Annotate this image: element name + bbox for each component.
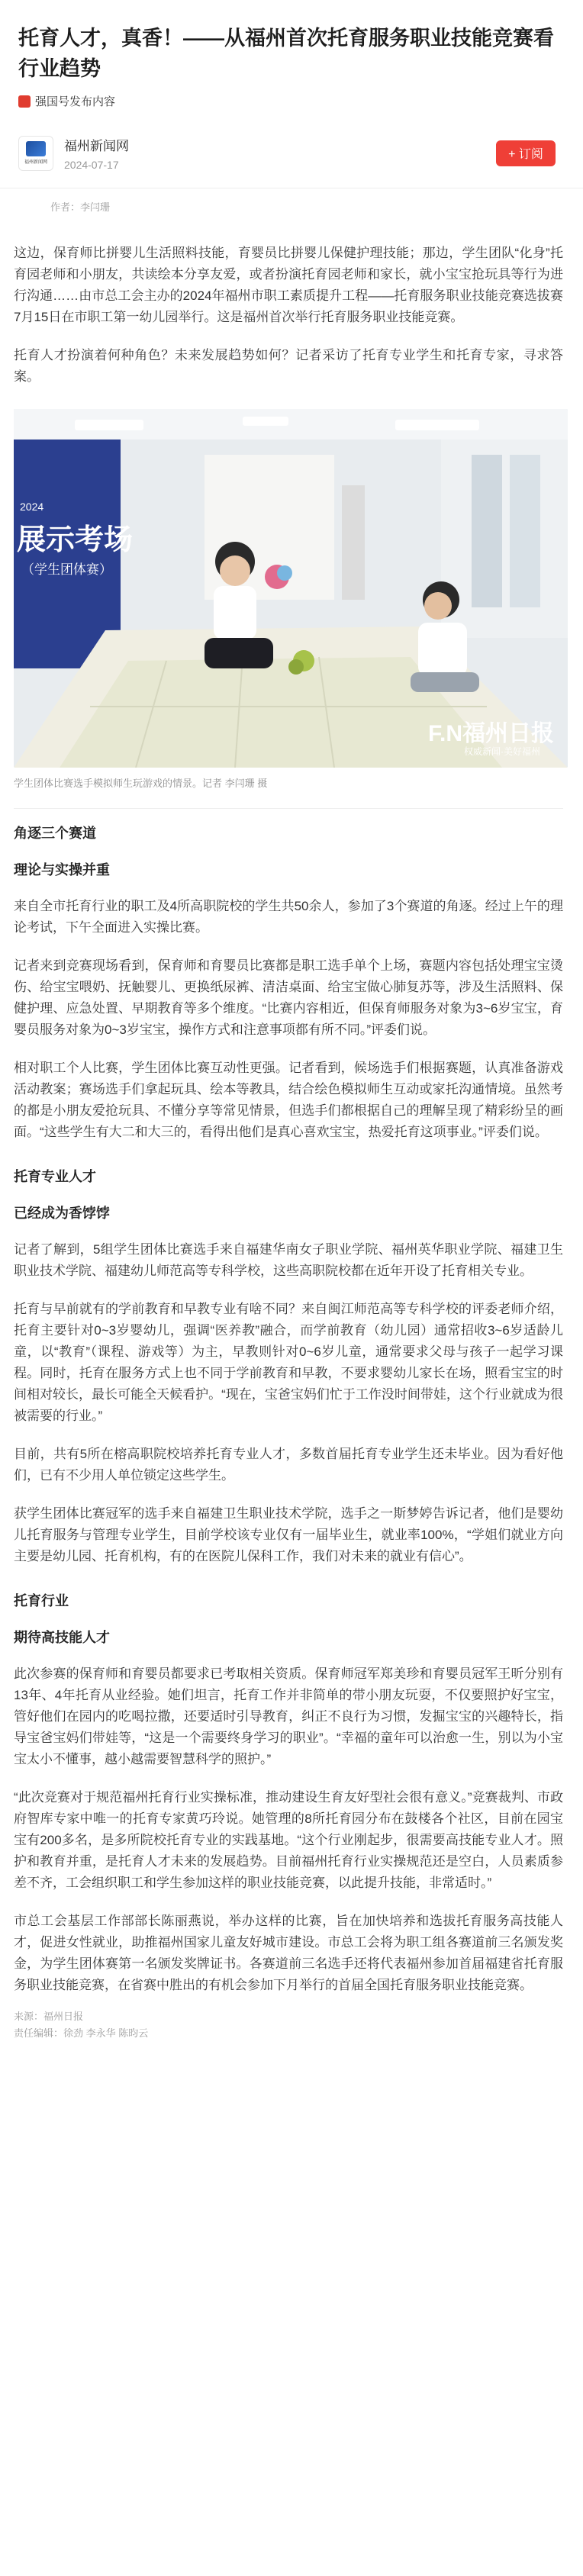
footer-editor: 责任编辑：徐劲 李永华 陈昀云 — [14, 2027, 149, 2039]
section-heading: 托育行业 — [14, 1593, 69, 1608]
article-title: 托育人才，真香！——从福州首次托育服务职业技能竞赛看行业趋势 — [18, 27, 554, 80]
section-subheading: 已经成为香饽饽 — [14, 1206, 110, 1221]
intro-paragraph: 这边，保育师比拼婴儿生活照料技能，育婴员比拼婴儿保健护理技能；那边，学生团队“化身”托育园老师和小朋友，共读绘本分享友爱，或者扮演托育园老师和家长，就小宝宝抢玩具等行为进行沟通……由市总工会主办的2024年福州市职工素质提升工程——托育服务职业技能竞赛选拔赛7月15日在市职工第一幼儿园举行。这是福州首次举行托育服务职业技能竞赛。 — [14, 246, 563, 324]
body-paragraph: 记者了解到，5组学生团体比赛选手来自福建华南女子职业学院、福州英华职业学院、福建卫生职业技术学院、福建幼儿师范高等专科学校，这些高职院校都在近年开设了托育相关专业。 — [14, 1242, 563, 1278]
author-line: 作者：李闫珊 — [50, 201, 111, 213]
body-paragraph: 记者来到竞赛现场看到，保育师和育婴员比赛都是职工选手单个上场，赛题内容包括处理宝宝烫伤、给宝宝喂奶、抚触婴儿、更换纸尿裤、清洁桌面、给宝宝做心肺复苏等，涉及生活照料、保健护理、应急处置、早期教育等多个维度。“比赛内容相近，但保育师服务对象为3~6岁宝宝，育婴员服务对象为0~3岁宝宝，操作方式和注意事项都有所不同。”评委们说。 — [14, 958, 563, 1037]
publish-date: 2024-07-17 — [64, 159, 119, 171]
account-info[interactable] — [18, 135, 129, 171]
intro-paragraph: 托育人才扮演着何种角色？未来发展趋势如何？记者采访了托育专业学生和托育专家，寻求答案。 — [14, 348, 563, 384]
article-header — [0, 0, 583, 171]
account-bar — [18, 135, 556, 171]
watermark-logo: F.N福州日报 — [428, 721, 554, 746]
source-tag[interactable] — [18, 93, 556, 109]
photo-caption: 学生团体比赛选手模拟师生玩游戏的情景。记者 李闫珊 摄 — [14, 778, 268, 789]
article-footer — [14, 2008, 563, 2042]
body-paragraph: 托育与早前就有的学前教育和早教专业有啥不同？来自闽江师范高等专科学校的评委老师介绍，托育主要针对0~3岁婴幼儿，强调“医养教”融合，而学前教育（幼儿园）通常招收3~6岁适龄儿童，以“教育”（课程、游戏等）为主，早教则针对0~6岁儿童，通常要求父母与孩子一起学习课程。同时，托育在服务方式上也不同于学前教育和早教，不要求婴幼儿家长在场，照看宝宝的时间相对较长，最长可能全天候看护。“现在，宝爸宝妈们忙于工作没时间带娃，这个行业就成为很被需要的行业。” — [14, 1302, 563, 1423]
account-name[interactable]: 福州新闻网 — [64, 139, 129, 153]
body-paragraph: “此次竞赛对于规范福州托育行业实操标准，推动建设生育友好型社会很有意义。”竞赛裁判、市政府智库专家中唯一的托育专家黄巧玲说。她管理的8所托育园分布在鼓楼各个社区，目前在园宝宝有200多名，是多所院校托育专业的实践基地。“这个行业刚起步，很需要高技能专业人才。照护和教育并重，是托育人才未来的发展趋势。目前福州托育行业实操规范还是空白，人员素质参差不齐，工会组织职工和学生参加这样的职业技能竞赛，以此提升技能，非常适时。” — [14, 1790, 563, 1890]
body-paragraph: 市总工会基层工作部部长陈丽燕说，举办这样的比赛，旨在加快培养和选拔托育服务高技能人才，促进女性就业，助推福州国家儿童友好城市建设。市总工会将为职工组各赛道前三名颁发奖金，为学生团体赛第一名颁发奖牌证书。各赛道前三名选手还将代表福州参加首届福建省托育服务职业技能竞赛，在省赛中胜出的有机会参加下月举行的首届全国托育服务职业技能竞赛。 — [14, 1914, 563, 1992]
sign-subtext: （学生团体赛） — [21, 562, 112, 577]
avatar-caption: 福州新闻网 — [24, 160, 47, 165]
body-paragraph: 此次参赛的保育师和育婴员都要求已考取相关资质。保育师冠军郑美珍和育婴员冠军王昕分别有13年、4年托育从业经验。她们坦言，托育工作并非简单的带小朋友玩耍，不仅要照护好宝宝，管好他们在园内的吃喝拉撒，还要适时引导教育，纠正不良行为习惯，发掘宝宝的兴趣特长，指导宝爸宝妈们带娃等，“这是一个需要终身学习的职业”。“幸福的童年可以治愈一生，别以为小宝宝太小不懂事，越小越需要智慧科学的照护。” — [14, 1666, 563, 1766]
body-paragraph: 相对职工个人比赛，学生团体比赛互动性更强。记者看到，候场选手们根据赛题，认真准备游戏活动教案；赛场选手们拿起玩具、绘本等教具，结合绘色模拟师生互动或家托沟通情境。虽然考的都是小朋友爱抢玩具、不懂分享等常见情景，但选手们都根据自己的理解呈现了精彩纷呈的画面。“这些学生有大二和大三的，看得出他们是真心喜欢宝宝，热爱托育这项事业。”评委们说。 — [14, 1061, 563, 1139]
source-tag-label: 强国号发布内容 — [35, 95, 116, 108]
watermark-slogan: 权威新闻·美好福州 — [464, 746, 540, 757]
section-subheading: 期待高技能人才 — [14, 1630, 110, 1645]
body-paragraph: 来自全市托育行业的职工及4所高职院校的学生共50余人，参加了3个赛道的角逐。经过上午的理论考试，下午全面进入实操比赛。 — [14, 899, 563, 935]
section-subheading: 理论与实操并重 — [14, 862, 110, 877]
sign-text: 展示考场 — [17, 524, 134, 556]
section-heading: 角逐三个赛道 — [14, 826, 96, 841]
section-divider — [14, 808, 563, 809]
sign-year: 2024 — [20, 501, 44, 513]
account-text — [64, 135, 129, 171]
footer-source: 来源：福州日报 — [14, 2011, 84, 2022]
article-photo[interactable] — [14, 409, 568, 768]
body-paragraph: 获学生团体比赛冠军的选手来自福建卫生职业技术学院，选手之一斯梦婷告诉记者，他们是婴幼儿托育服务与管理专业学生，目前学校该专业仅有一届毕业生，就业率100%，“学姐们就业方向主要是幼儿园、托育机构，有的在医院儿保科工作，我们对未来的就业有信心”。 — [14, 1506, 563, 1563]
xuexi-logo-icon — [18, 95, 31, 108]
fzn-logo-icon — [26, 141, 46, 156]
body-paragraph: 目前，共有5所在榕高职院校培养托育专业人才，多数首届托育专业学生还未毕业。因为看好他们，已有不少用人单位锁定这些学生。 — [14, 1447, 563, 1483]
subscribe-button[interactable]: + 订阅 — [496, 140, 556, 166]
section-heading: 托育专业人才 — [14, 1169, 96, 1184]
avatar[interactable] — [18, 136, 53, 171]
article-body — [0, 243, 583, 2042]
